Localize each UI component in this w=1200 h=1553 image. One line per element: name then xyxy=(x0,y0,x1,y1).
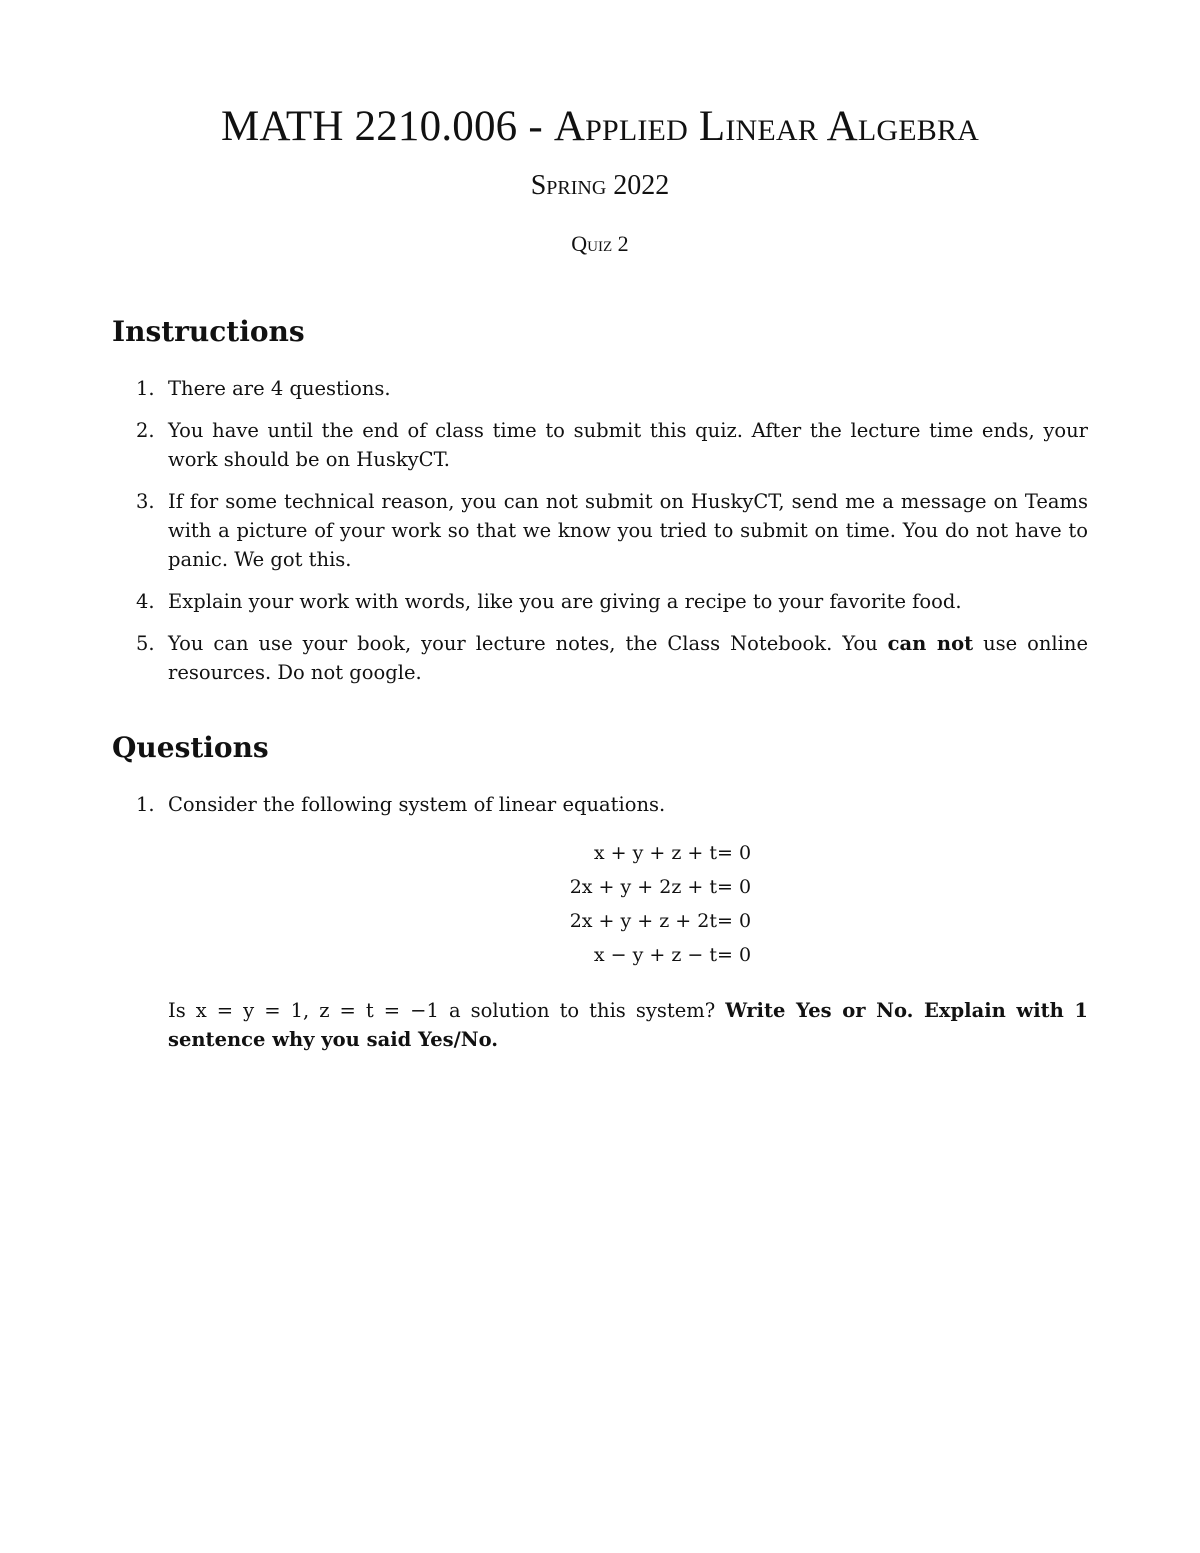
instructions-list xyxy=(112,374,1088,700)
question-followup xyxy=(168,996,1088,1054)
equation-row xyxy=(0,910,1200,944)
instruction-item xyxy=(112,416,1088,474)
followup-text: Is x = y = 1, z = t = −1 a solution to this system? xyxy=(168,999,726,1022)
equation-rhs: = 0 xyxy=(717,944,752,966)
instruction-emphasis: can not xyxy=(887,632,974,655)
instruction-text-before: You can use your book, your lecture notes, the Class Notebook. You xyxy=(168,632,888,655)
instruction-text: There are 4 questions. xyxy=(168,377,391,400)
equation-lhs: 2x + y + 2z + t xyxy=(569,876,717,898)
item-number: 1. xyxy=(136,793,155,816)
equation-rhs: = 0 xyxy=(717,910,752,932)
equation-rhs: = 0 xyxy=(717,842,752,864)
equation-row xyxy=(0,876,1200,910)
quiz-label: Quiz 2 xyxy=(571,231,629,256)
course-name: Applied Linear Algebra xyxy=(553,103,980,150)
question-prompt: Consider the following system of linear equations. xyxy=(168,793,666,816)
equation-rhs: = 0 xyxy=(717,876,752,898)
course-title xyxy=(0,102,1200,151)
questions-heading: Questions xyxy=(112,731,269,764)
semester-label: Spring 2022 xyxy=(530,170,670,201)
equation-lhs: x − y + z − t xyxy=(593,944,717,966)
instruction-text: If for some technical reason, you can not submit on HuskyCT, send me a message on Teams with a picture of your work so that we know you tried to submit on time. You do not have to panic. We got this. xyxy=(168,490,1088,571)
equation-lhs: 2x + y + z + 2t xyxy=(569,910,717,932)
questions-list xyxy=(112,790,1088,832)
item-number: 1. xyxy=(136,377,155,400)
question-item xyxy=(112,790,1088,819)
item-number: 4. xyxy=(136,590,155,613)
instruction-item xyxy=(112,374,1088,403)
instruction-text: You have until the end of class time to submit this quiz. After the lecture time ends, your work should be on HuskyCT. xyxy=(168,419,1088,471)
item-number: 3. xyxy=(136,490,155,513)
instruction-item xyxy=(112,587,1088,616)
instruction-item xyxy=(112,487,1088,574)
followup-emphasis: Write Yes or No. Explain with 1 sentence why you said Yes/No. xyxy=(168,999,1088,1051)
item-number: 5. xyxy=(136,632,155,655)
course-code: MATH 2210.006 - xyxy=(220,103,554,150)
equation-row xyxy=(0,842,1200,876)
instruction-item xyxy=(112,629,1088,687)
instructions-heading: Instructions xyxy=(112,315,305,348)
equation-lhs: x + y + z + t xyxy=(593,842,717,864)
instruction-text: Explain your work with words, like you are giving a recipe to your favorite food. xyxy=(168,590,962,613)
instruction-text-after: use online resources. Do not google. xyxy=(168,632,1089,684)
equation-row xyxy=(0,944,1200,978)
item-number: 2. xyxy=(136,419,155,442)
